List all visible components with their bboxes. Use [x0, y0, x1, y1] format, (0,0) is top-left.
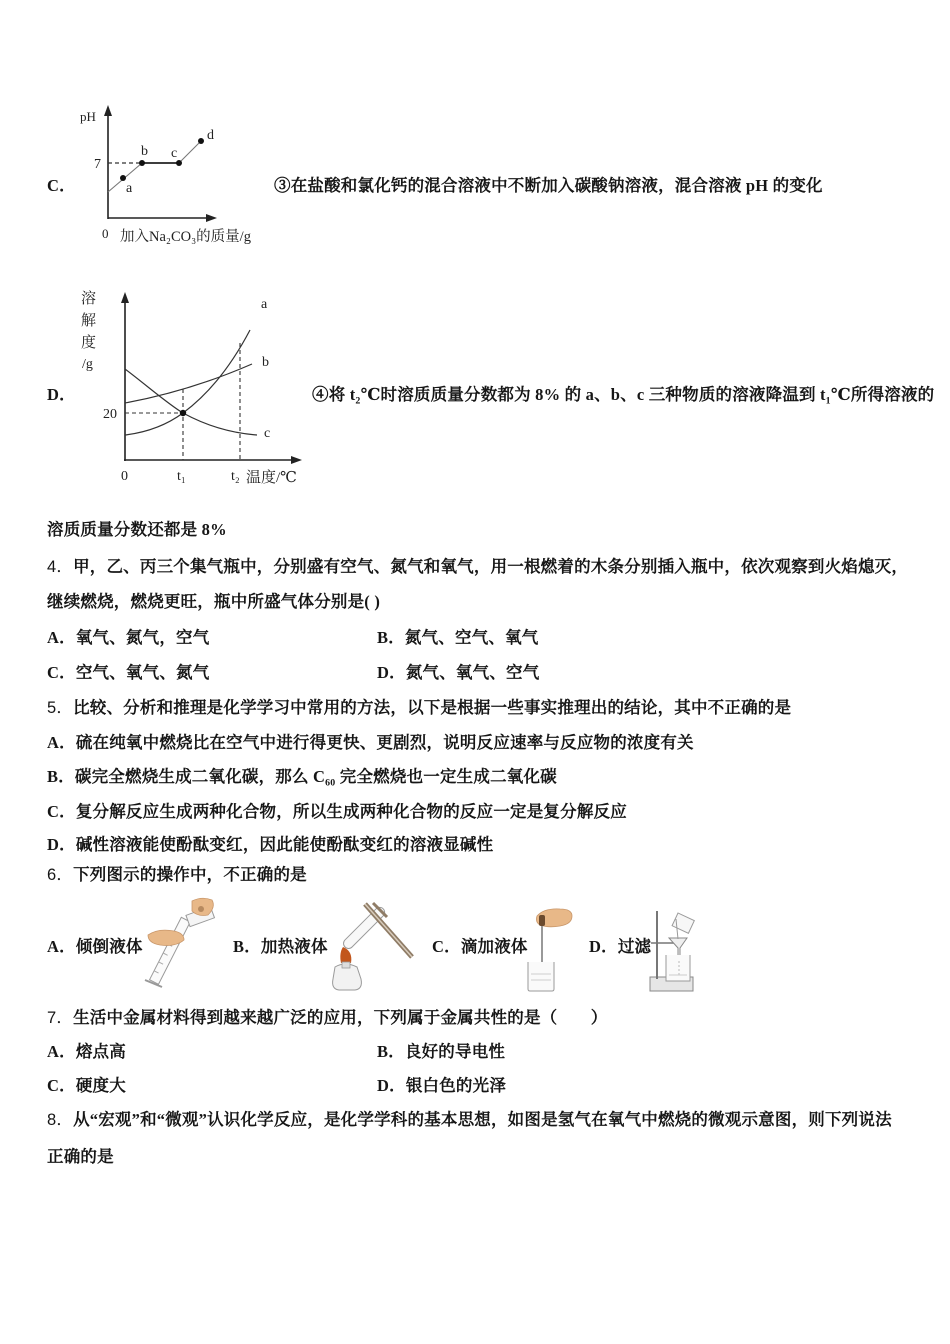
- point-c-label: c: [171, 146, 178, 161]
- option-text: 滴加液体: [460, 937, 528, 956]
- question-text: 甲，乙、丙三个集气瓶中，分别盛有空气、氮气和氧气，用一根燃着的木条分别插入瓶中，依次观察到火焰熄灭，: [73, 557, 909, 576]
- question-5-stem: [47, 698, 791, 718]
- y-axis-label: pH: [80, 109, 96, 124]
- y-label-char-2: 解: [81, 313, 97, 329]
- question-number: 8．: [47, 1111, 74, 1129]
- option-text: 氮气、空气、氧气: [404, 628, 539, 647]
- question-5-option-c: [47, 802, 627, 822]
- pouring-beaker: [672, 913, 694, 933]
- option-text: 氮气、氧气、空气: [405, 663, 540, 682]
- option-label: A．: [47, 733, 76, 752]
- curve-a: [125, 330, 250, 435]
- option-label: A．: [47, 1042, 76, 1061]
- question-6-option-a: [47, 937, 143, 957]
- curve-b-label: b: [262, 355, 269, 370]
- option-d-statement-line1: ④将 t₂℃时溶质质量分数都为 8% 的 a、b、c 三种物质的溶液降温到 t₁℃所得溶液的: [312, 385, 935, 404]
- option-text: 熔点高: [75, 1042, 126, 1061]
- option-text: 加热液体: [260, 937, 328, 956]
- test-tube: [341, 905, 386, 950]
- dropping-liquid-figure: [522, 900, 577, 995]
- option-text: 氧气、氮气，空气: [75, 628, 210, 647]
- beaker: [528, 962, 554, 991]
- question-4-stem-line1: [47, 557, 908, 577]
- curve-a-label: a: [261, 297, 268, 312]
- y-tick-20: 20: [103, 407, 117, 422]
- option-text: 过滤: [617, 937, 652, 956]
- option-label: B．: [233, 937, 261, 956]
- option-label: B．: [47, 767, 75, 786]
- option-label: C．: [47, 802, 76, 821]
- beaker: [666, 955, 690, 981]
- option-label: C．: [47, 663, 76, 682]
- x-tick-t2: t₂: [231, 469, 240, 484]
- question-4-option-d: [377, 663, 539, 683]
- option-d-statement-line2: 溶质质量分数还都是 8%: [47, 520, 227, 539]
- origin-label: 0: [102, 226, 109, 241]
- heating-liquid-figure: [325, 895, 415, 995]
- question-5-option-a: [47, 733, 694, 753]
- point-d: [198, 138, 204, 144]
- y-label-unit: /g: [82, 357, 93, 372]
- solubility-curve-chart: [70, 285, 310, 490]
- option-text: 良好的导电性: [404, 1042, 506, 1061]
- question-4-option-b: [377, 628, 539, 648]
- question-6-option-d: [589, 937, 651, 957]
- ph-change-chart: [70, 100, 290, 250]
- option-label: B．: [377, 1042, 405, 1061]
- question-7-option-c: [47, 1076, 126, 1096]
- x-axis-arrow-icon: [291, 456, 302, 464]
- question-number: 6．: [47, 866, 74, 884]
- question-7-option-a: [47, 1042, 126, 1062]
- option-label: C．: [432, 937, 461, 956]
- question-number: 5．: [47, 699, 74, 717]
- question-5-option-d: [47, 835, 493, 855]
- curve-c: [125, 369, 257, 435]
- question-7-stem: [47, 1008, 607, 1028]
- option-c-label: C．: [47, 176, 76, 195]
- option-label: D．: [377, 1076, 406, 1095]
- option-text: 倾倒液体: [75, 937, 143, 956]
- y-tick-7: 7: [94, 157, 101, 172]
- pouring-liquid-figure: [140, 895, 220, 990]
- option-d-label: D．: [47, 385, 76, 404]
- question-4-option-a: [47, 628, 209, 648]
- question-4-stem-line2: 继续燃烧，燃烧更旺，瓶中所盛气体分别是( ): [47, 592, 381, 611]
- option-text: 银白色的光泽: [405, 1076, 507, 1095]
- point-d-label: d: [207, 128, 214, 143]
- option-text: 碳完全燃烧生成二氧化碳，那么 C₆₀ 完全燃烧也一定生成二氧化碳: [74, 767, 557, 786]
- option-text: 空气、氧气、氮气: [75, 663, 210, 682]
- question-6-option-b: [233, 937, 328, 957]
- question-5-option-b: [47, 767, 557, 787]
- question-7-option-b: [377, 1042, 505, 1062]
- option-label: D．: [377, 663, 406, 682]
- option-label: A．: [47, 628, 76, 647]
- option-label: A．: [47, 937, 76, 956]
- option-text: 硫在纯氧中燃烧比在空气中进行得更快、更剧烈，说明反应速率与反应物的浓度有关: [75, 733, 694, 752]
- hand-icon: [148, 930, 184, 945]
- option-label: C．: [47, 1076, 76, 1095]
- option-text: 硬度大: [75, 1076, 126, 1095]
- intersection-point: [180, 410, 186, 416]
- option-label: D．: [47, 835, 76, 854]
- question-7-option-d: [377, 1076, 506, 1096]
- filtration-figure: [645, 905, 705, 995]
- origin-label: 0: [121, 469, 128, 484]
- question-text: 比较、分析和推理是化学学习中常用的方法，以下是根据一些事实推理出的结论，其中不正确的是: [73, 698, 792, 717]
- question-6-stem: [47, 865, 307, 885]
- x-axis-label: 加入Na₂CO₃的质量/g: [120, 229, 251, 245]
- y-label-char-1: 溶: [81, 291, 97, 307]
- question-text: 生活中金属材料得到越来越广泛的应用，下列属于金属共性的是（ ）: [73, 1008, 608, 1027]
- x-axis-arrow-icon: [206, 214, 217, 222]
- flame-icon: [340, 947, 351, 963]
- y-axis-arrow-icon: [104, 105, 112, 116]
- y-axis-arrow-icon: [121, 292, 129, 303]
- x-axis-label: 温度/℃: [246, 470, 297, 486]
- question-number: 7．: [47, 1009, 74, 1027]
- bottle-cap: [198, 906, 204, 912]
- y-label-char-3: 度: [81, 335, 97, 351]
- question-8-stem-line2: 正确的是: [47, 1147, 114, 1166]
- question-text: 下列图示的操作中，不正确的是: [73, 865, 307, 884]
- point-b: [139, 160, 145, 166]
- option-c-statement: ③在盐酸和氯化钙的混合溶液中不断加入碳酸钠溶液，混合溶液 pH 的变化: [274, 176, 823, 195]
- option-text: 碱性溶液能使酚酞变红，因此能使酚酞变红的溶液显碱性: [75, 835, 494, 854]
- x-tick-t1: t₁: [177, 469, 186, 484]
- question-8-stem-line1: [47, 1110, 892, 1130]
- dropper-bulb: [539, 915, 545, 926]
- question-text: 从“宏观”和“微观”认识化学反应，是化学学科的基本思想，如图是氢气在氧气中燃烧的微观示意图，则下列说法: [73, 1110, 892, 1129]
- point-b-label: b: [141, 144, 148, 159]
- point-a-label: a: [126, 181, 133, 196]
- curve-c-label: c: [264, 426, 271, 441]
- option-label: B．: [377, 628, 405, 647]
- question-number: 4．: [47, 558, 74, 576]
- option-text: 复分解反应生成两种化合物，所以生成两种化合物的反应一定是复分解反应: [75, 802, 627, 821]
- question-4-option-c: [47, 663, 209, 683]
- question-6-option-c: [432, 937, 528, 957]
- segment-rising-2: [179, 141, 201, 163]
- option-label: D．: [589, 937, 618, 956]
